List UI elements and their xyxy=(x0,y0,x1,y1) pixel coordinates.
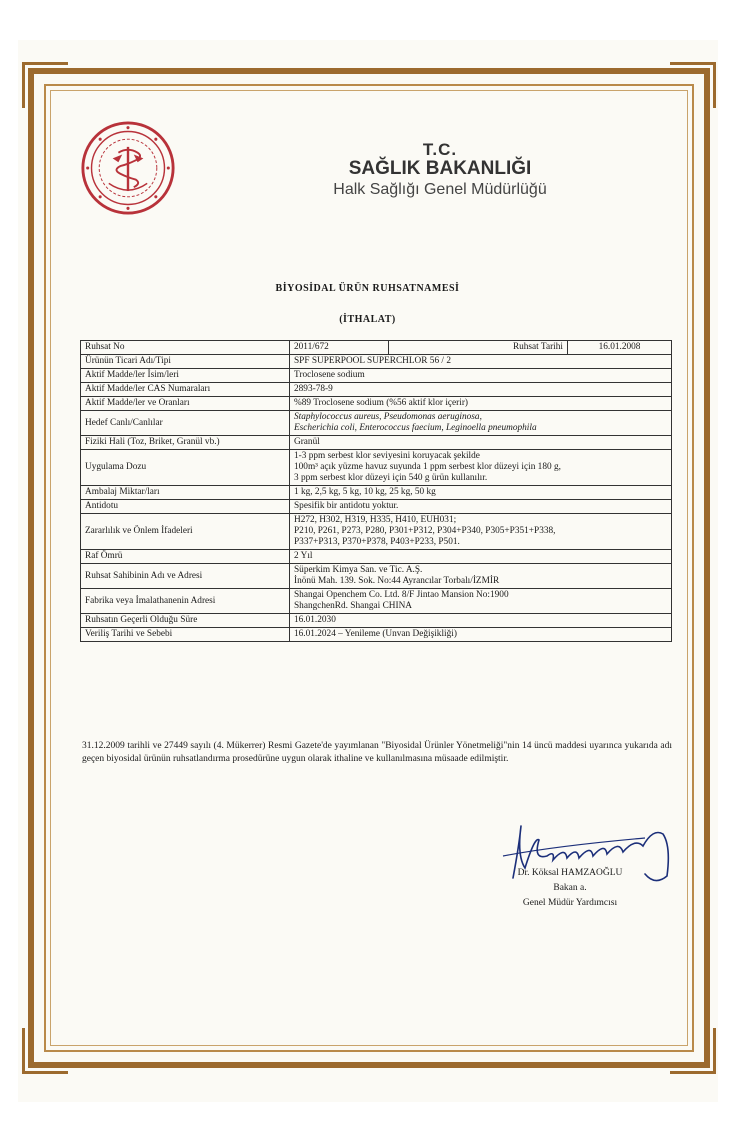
row-value-line: İnönü Mah. 139. Sok. No:44 Ayrancılar Torbalı/İZMİR xyxy=(294,576,500,586)
row-label: Hedef Canlı/Canlılar xyxy=(81,411,290,436)
row-value xyxy=(290,436,672,450)
header-tc: T.C. xyxy=(422,140,458,159)
row-value-line: Escherichia coli, Enterococcus faecium, Leginoella pneumophila xyxy=(294,423,537,433)
row-value-line: Granül xyxy=(294,437,320,447)
frame-corner-top-left xyxy=(22,62,68,108)
license-no-label: Ruhsat No xyxy=(81,341,290,355)
header-ministry: SAĞLIK BAKANLIĞI xyxy=(348,158,532,179)
row-label: Fabrika veya İmalathanenin Adresi xyxy=(81,589,290,614)
table-row xyxy=(81,411,672,436)
table-row xyxy=(81,589,672,614)
row-label: Ruhsatın Geçerli Olduğu Süre xyxy=(81,614,290,628)
license-date-value: 16.01.2008 xyxy=(568,341,672,355)
table-row xyxy=(81,550,672,564)
row-label: Ruhsat Sahibinin Adı ve Adresi xyxy=(81,564,290,589)
row-value-line: ShangchenRd. Shangai CHINA xyxy=(294,601,413,611)
row-label: Zararlılık ve Önlem İfadeleri xyxy=(81,514,290,550)
row-label: Aktif Madde/ler ve Oranları xyxy=(81,397,290,411)
license-date-label: Ruhsat Tarihi xyxy=(389,341,568,355)
row-value-line: %89 Troclosene sodium (%56 aktif klor içerir) xyxy=(294,398,469,408)
row-value xyxy=(290,500,672,514)
table-row xyxy=(81,397,672,411)
row-label: Ürünün Ticari Adı/Tipi xyxy=(81,355,290,369)
license-table xyxy=(80,340,672,642)
table-row xyxy=(81,500,672,514)
frame-corner-bottom-right xyxy=(670,1028,716,1074)
row-value-line: H272, H302, H319, H335, H410, EUH031; xyxy=(294,515,457,525)
document-subtitle: (İTHALAT) xyxy=(339,314,396,325)
row-value-line: 3 ppm serbest klor düzeyi için 540 g ürün kullanılır. xyxy=(294,473,488,483)
signatory-block xyxy=(470,866,670,911)
signatory-line2: Bakan a. xyxy=(553,883,587,893)
row-label: Aktif Madde/ler İsim/leri xyxy=(81,369,290,383)
row-value xyxy=(290,589,672,614)
table-row xyxy=(81,450,672,486)
row-value xyxy=(290,628,672,642)
row-label: Raf Ömrü xyxy=(81,550,290,564)
row-value xyxy=(290,614,672,628)
row-value xyxy=(290,369,672,383)
table-row xyxy=(81,383,672,397)
row-value-line: 1-3 ppm serbest klor seviyesini koruyacak şekilde xyxy=(294,451,480,461)
row-value-line: Shangai Openchem Co. Ltd. 8/F Jintao Mansion No:1900 xyxy=(294,590,509,600)
row-value xyxy=(290,486,672,500)
row-label: Veriliş Tarihi ve Sebebi xyxy=(81,628,290,642)
document-title: BİYOSİDAL ÜRÜN RUHSATNAMESİ xyxy=(275,283,460,294)
table-row xyxy=(81,486,672,500)
row-value xyxy=(290,450,672,486)
row-label: Uygulama Dozu xyxy=(81,450,290,486)
table-row xyxy=(81,355,672,369)
row-value xyxy=(290,355,672,369)
table-row xyxy=(81,614,672,628)
table-row xyxy=(81,628,672,642)
frame-corner-top-right xyxy=(670,62,716,108)
row-value-line: 1 kg, 2,5 kg, 5 kg, 10 kg, 25 kg, 50 kg xyxy=(294,487,436,497)
row-value-line: P210, P261, P273, P280, P301+P312, P304+P340, P305+P351+P338, xyxy=(294,526,556,536)
row-value-line: 100m³ açık yüzme havuz suyunda 1 ppm serbest klor düzeyi için 180 g, xyxy=(294,462,561,472)
table-row xyxy=(81,514,672,550)
row-value xyxy=(290,550,672,564)
table-row xyxy=(81,369,672,383)
row-value-line: 16.01.2030 xyxy=(294,615,336,625)
row-value-line: 2893-78-9 xyxy=(294,384,333,394)
row-label: Ambalaj Miktar/ları xyxy=(81,486,290,500)
row-value-line: Troclosene sodium xyxy=(294,370,365,380)
license-no-value: 2011/672 xyxy=(290,341,389,355)
table-row xyxy=(81,436,672,450)
row-value-line: Süperkim Kimya San. ve Tic. A.Ş. xyxy=(294,565,423,575)
row-value-line: SPF SUPERPOOL SUPERCHLOR 56 / 2 xyxy=(294,356,451,366)
row-value xyxy=(290,383,672,397)
row-value xyxy=(290,411,672,436)
row-label: Antidotu xyxy=(81,500,290,514)
row-value-line: 16.01.2024 – Yenileme (Unvan Değişikliği) xyxy=(294,629,457,639)
row-value-line: Staphylococcus aureus, Pseudomonas aeruginosa, xyxy=(294,412,482,422)
row-value-line: Spesifik bir antidotu yoktur. xyxy=(294,501,399,511)
legal-note: 31.12.2009 tarihli ve 27449 sayılı (4. Mükerrer) Resmi Gazete'de yayımlanan "Biyosidal Ürünler Yönetmeliği"nin 14 üncü maddesi uyarınca yukarıda adı geçen biyosidal ürünün ruhsatlandırma prosedürüne uygun olarak ithaline ve kullanılmasına müsaade edilmiştir. xyxy=(82,741,672,764)
row-value xyxy=(290,514,672,550)
ministry-header xyxy=(300,140,580,199)
row-label: Aktif Madde/ler CAS Numaraları xyxy=(81,383,290,397)
table-row-license-no xyxy=(81,341,672,355)
ministry-seal-logo xyxy=(80,120,176,216)
header-department: Halk Sağlığı Genel Müdürlüğü xyxy=(333,181,547,198)
row-value xyxy=(290,397,672,411)
frame-corner-bottom-left xyxy=(22,1028,68,1074)
signatory-title: Genel Müdür Yardımcısı xyxy=(522,898,618,908)
table-row xyxy=(81,564,672,589)
row-value xyxy=(290,564,672,589)
row-value-line: P337+P313, P370+P378, P403+P233, P501. xyxy=(294,537,460,547)
row-label: Fiziki Hali (Toz, Briket, Granül vb.) xyxy=(81,436,290,450)
row-value-line: 2 Yıl xyxy=(294,551,313,561)
signatory-name: Dr. Köksal HAMZAOĞLU xyxy=(517,868,623,878)
